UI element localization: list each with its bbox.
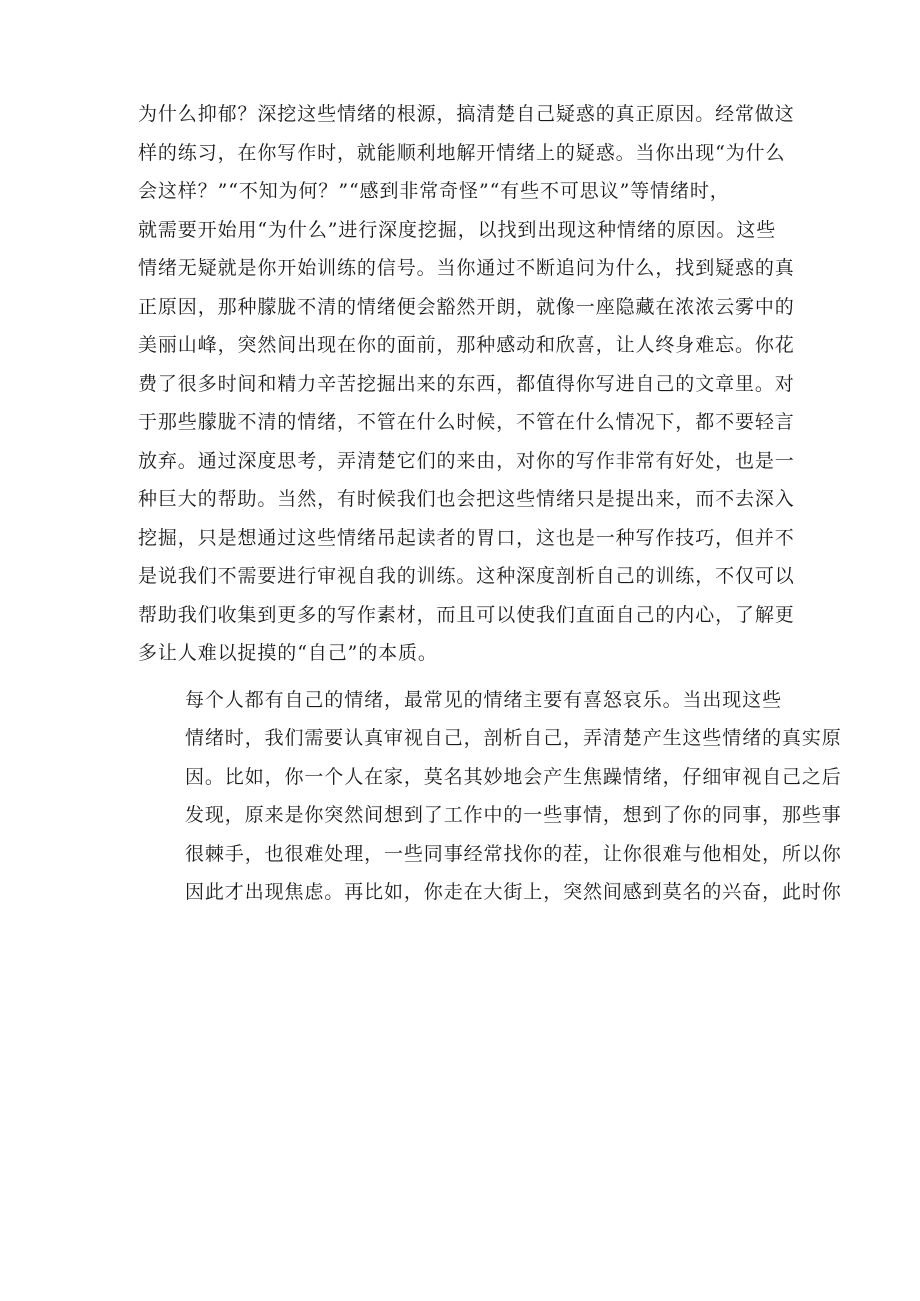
text-line: 是说我们不需要进行审视自我的训练。这种深度剖析自己的训练，不仅可以	[138, 565, 795, 587]
text-line: 样的练习，在你写作时，就能顺利地解开情绪上的疑惑。当你出现“为什么	[138, 141, 786, 164]
text-line: 于那些朦胧不清的情绪，不管在什么时候，不管在什么情况下，都不要轻言	[138, 411, 795, 433]
text-line: 为什么抑郁？深挖这些情绪的根源，搞清楚自己疑惑的真正原因。经常做这	[138, 103, 795, 125]
text-line: 放弃。通过深度思考，弄清楚它们的来由，对你的写作非常有好处，也是一	[138, 449, 795, 472]
text-line: 每个人都有自己的情绪，最常见的情绪主要有喜怒哀乐。当出现这些	[185, 688, 783, 711]
text-line: 费了很多时间和精力辛苦挖掘出来的东西，都值得你写进自己的文章里。对	[138, 372, 795, 395]
text-line: 情绪无疑就是你开始训练的信号。当你通过不断追问为什么，找到疑惑的真	[138, 257, 795, 279]
text-line: 帮助我们收集到更多的写作素材，而且可以使我们直面自己的内心，了解更	[138, 603, 795, 626]
text-line: 美丽山峰，突然间出现在你的面前，那种感动和欣喜，让人终身难忘。你花	[138, 334, 795, 356]
text-line: 发现，原来是你突然间想到了工作中的一些事情，想到了你的同事，那些事	[185, 804, 842, 826]
document-body	[138, 95, 842, 912]
text-line: 会这样？”“不知为何？”“感到非常奇怪”“有些不可思议”等情绪时，	[138, 180, 730, 202]
text-line: 正原因，那种朦胧不清的情绪便会豁然开朗，就像一座隐藏在浓浓云雾中的	[138, 295, 795, 318]
text-line: 种巨大的帮助。当然，有时候我们也会把这些情绪只是提出来，而不去深入	[138, 488, 795, 510]
text-line: 很棘手，也很难处理，一些同事经常找你的茬，让你很难与他相处，所以你	[185, 842, 842, 865]
text-line: 挖掘，只是想通过这些情绪吊起读者的胃口，这也是一种写作技巧，但并不	[138, 526, 795, 549]
paragraph-emotions	[138, 681, 842, 912]
text-line: 因。比如，你一个人在家，莫名其妙地会产生焦躁情绪，仔细审视自己之后	[185, 765, 842, 788]
text-line: 情绪时，我们需要认真审视自己，剖析自己，弄清楚产生这些情绪的真实原	[185, 727, 842, 749]
text-line: 多让人难以捉摸的“自己”的本质。	[138, 642, 438, 664]
text-line: 就需要开始用“为什么”进行深度挖掘，以找到出现这种情绪的原因。这些	[138, 218, 777, 241]
paragraph-continued	[138, 95, 793, 673]
text-line: 因此才出现焦虑。再比如，你走在大街上，突然间感到莫名的兴奋，此时你	[185, 881, 842, 903]
